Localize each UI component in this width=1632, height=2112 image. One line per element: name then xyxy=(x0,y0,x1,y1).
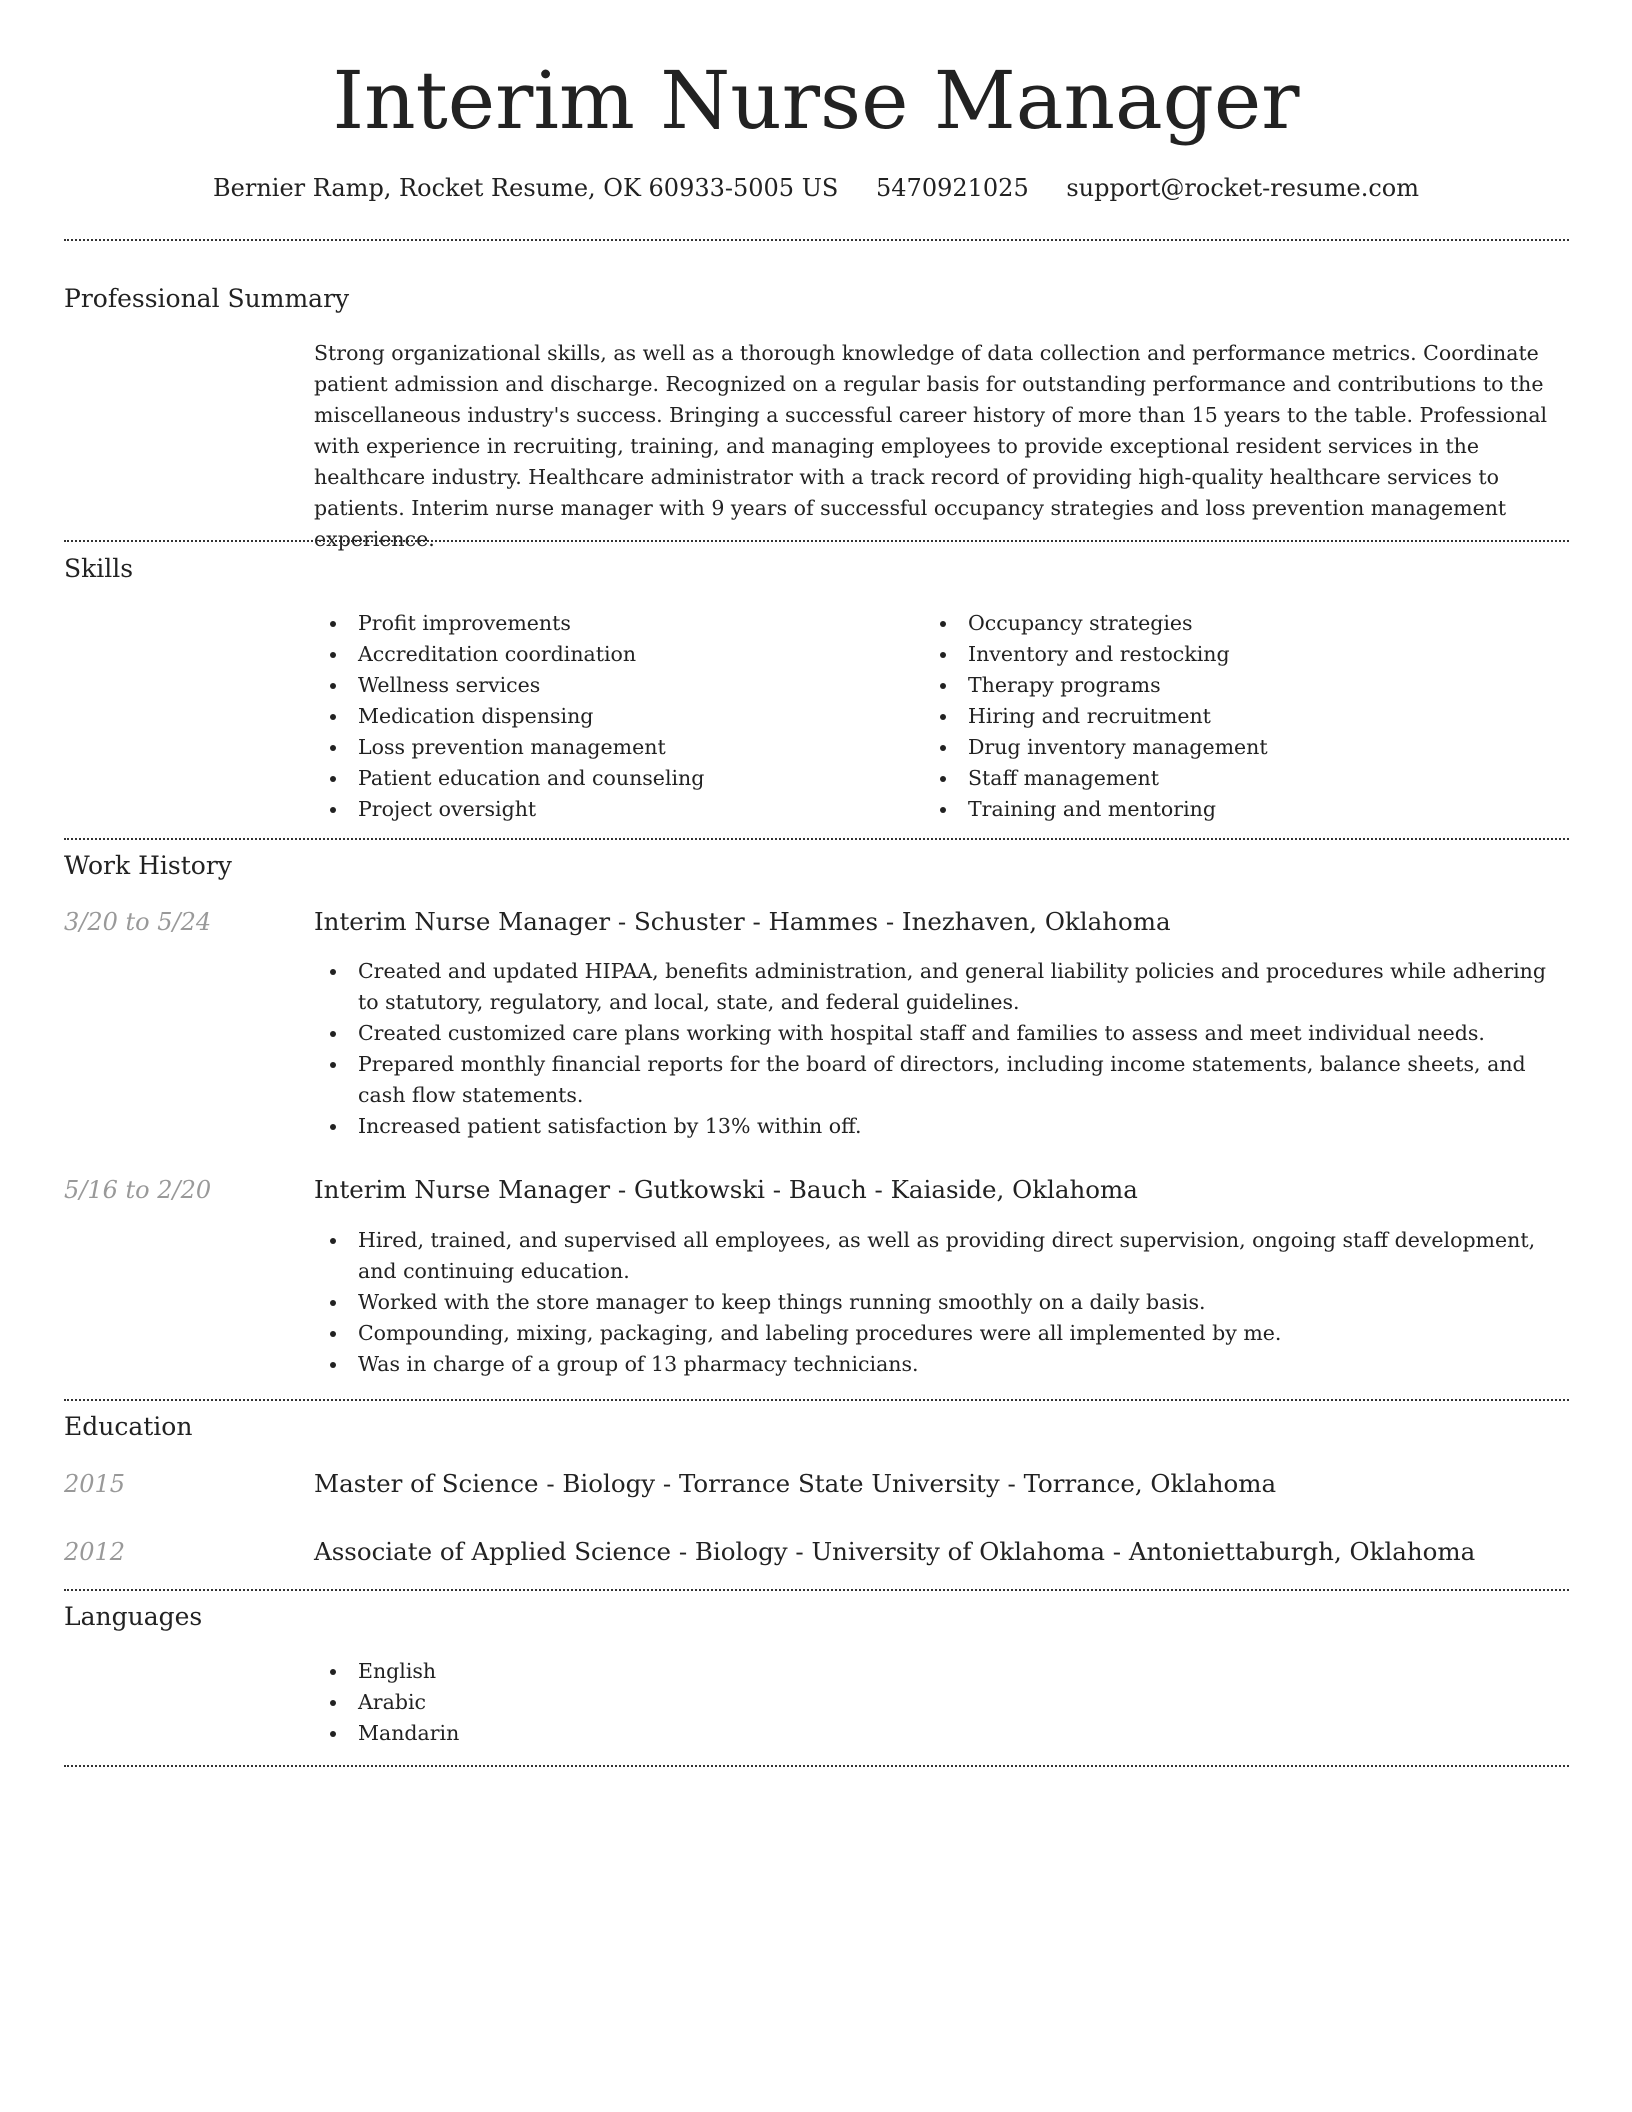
job-bullet: Worked with the store manager to keep things running smoothly on a daily basis. xyxy=(314,1287,1569,1318)
job-bullet: Created and updated HIPAA, benefits administration, and general liability policies and procedures while adhering to statutory, regulatory, and local, state, and federal guidelines. xyxy=(314,956,1569,1018)
job-bullet: Compounding, mixing, packaging, and labeling procedures were all implemented by me. xyxy=(314,1318,1569,1349)
section-divider xyxy=(64,1399,1569,1401)
resume-name: Interim Nurse Manager xyxy=(332,54,1300,147)
skills-heading: Skills xyxy=(64,554,134,583)
summary-heading: Professional Summary xyxy=(64,284,350,313)
skill-item: Medication dispensing xyxy=(314,701,914,732)
job-title: Interim Nurse Manager - Gutkowski - Bauch - Kaiaside, Oklahoma xyxy=(314,1175,1138,1204)
skill-item: Inventory and restocking xyxy=(924,639,1524,670)
language-item: Arabic xyxy=(314,1687,1569,1718)
job-bullet: Created customized care plans working with hospital staff and families to assess and meet individual needs. xyxy=(314,1018,1569,1049)
job-bullets xyxy=(314,1225,1569,1380)
section-divider xyxy=(64,540,1569,542)
summary-text: Strong organizational skills, as well as a thorough knowledge of data collection and performance metrics. Coordinate patient admission and discharge. Recognized on a regular basis for outstanding performance and contributions to the miscellaneous industry's success. Bringing a successful career history of more than 15 years to the table. Professional with experience in recruiting, training, and managing employees to provide exceptional resident services in the healthcare industry. Healthcare administrator with a track record of providing high-quality healthcare services to patients. Interim nurse manager with 9 years of successful occupancy strategies and loss prevention management experience. xyxy=(314,341,1548,551)
job-bullet: Prepared monthly financial reports for the board of directors, including income statements, balance sheets, and cash flow statements. xyxy=(314,1049,1569,1111)
section-divider xyxy=(64,1589,1569,1591)
skill-item: Occupancy strategies xyxy=(924,608,1524,639)
job-dates: 3/20 to 5/24 xyxy=(64,908,212,936)
education-year: 2012 xyxy=(64,1538,126,1566)
languages-section xyxy=(314,1656,1569,1749)
job-bullet: Hired, trained, and supervised all employees, as well as providing direct supervision, ongoing staff development, and continuing education. xyxy=(314,1225,1569,1287)
language-item: English xyxy=(314,1656,1569,1687)
contact-line xyxy=(0,170,1632,206)
contact-address: Bernier Ramp, Rocket Resume, OK 60933-5005 US xyxy=(213,174,839,202)
education-degree: Master of Science - Biology - Torrance State University - Torrance, Oklahoma xyxy=(314,1469,1277,1498)
skill-item: Loss prevention management xyxy=(314,732,914,763)
skills-list-left xyxy=(314,608,914,825)
job-dates: 5/16 to 2/20 xyxy=(64,1176,212,1204)
skill-item: Wellness services xyxy=(314,670,914,701)
education-degree: Associate of Applied Science - Biology - University of Oklahoma - Antoniettaburgh, Oklahoma xyxy=(314,1537,1476,1566)
contact-email: support@rocket-resume.com xyxy=(1066,174,1419,202)
skill-item: Drug inventory management xyxy=(924,732,1524,763)
language-item: Mandarin xyxy=(314,1718,1569,1749)
skills-list-right xyxy=(924,608,1524,825)
job-title: Interim Nurse Manager - Schuster - Hammes - Inezhaven, Oklahoma xyxy=(314,907,1171,936)
work-history-heading: Work History xyxy=(64,851,232,880)
education-year: 2015 xyxy=(64,1470,126,1498)
skill-item: Profit improvements xyxy=(314,608,914,639)
skill-item: Training and mentoring xyxy=(924,794,1524,825)
section-divider xyxy=(64,838,1569,840)
contact-phone: 5470921025 xyxy=(876,174,1029,202)
skill-item: Accreditation coordination xyxy=(314,639,914,670)
skill-item: Therapy programs xyxy=(924,670,1524,701)
education-heading: Education xyxy=(64,1412,193,1441)
skill-item: Patient education and counseling xyxy=(314,763,914,794)
skill-item: Staff management xyxy=(924,763,1524,794)
section-divider xyxy=(64,1765,1569,1767)
skill-item: Project oversight xyxy=(314,794,914,825)
languages-heading: Languages xyxy=(64,1602,203,1631)
job-bullet: Was in charge of a group of 13 pharmacy technicians. xyxy=(314,1349,1569,1380)
section-divider xyxy=(64,239,1569,241)
skill-item: Hiring and recruitment xyxy=(924,701,1524,732)
job-bullet: Increased patient satisfaction by 13% within off. xyxy=(314,1111,1569,1142)
job-bullets xyxy=(314,956,1569,1142)
summary-section xyxy=(314,338,1569,555)
